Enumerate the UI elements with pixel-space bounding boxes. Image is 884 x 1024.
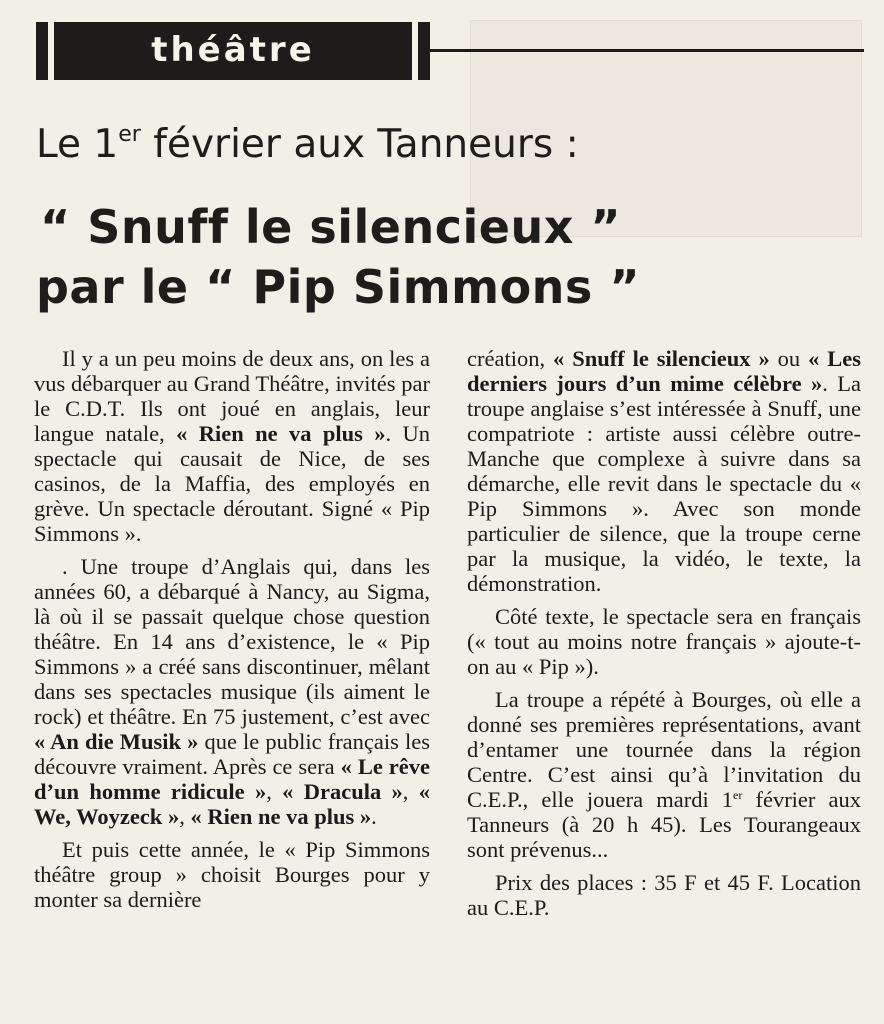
right-paragraph-1: création, « Snuff le silencieux » ou « Les derniers jours d’un mime célèbre ». La troupe anglaise s’est intéressée à Snuff, une compatriote : artiste aussi célèbre outre-Manche que complexe à suivre dans sa démarche, elle revit dans le spectacle du « Pip Simmons ». Avec son monde particulier de silence, que la troupe cerne par la musique, la vidéo, le texte, la démonstration. — [467, 346, 862, 596]
right-paragraph-2: Côté texte, le spectacle sera en français (« tout au moins notre français » ajoute-t-on au « Pip »). — [467, 604, 861, 679]
section-header-band — [36, 22, 430, 80]
left-paragraph-3: Et puis cette année, le « Pip Simmons théâtre group » choisit Bourges pour y monter sa dernière — [34, 837, 430, 912]
kicker-post: février aux Tanneurs : — [140, 122, 579, 167]
left-paragraph-2: . Une troupe d’Anglais qui, dans les années 60, a débarqué à Nancy, au Sigma, là où il se passait quelque chose question théâtre. En 14 ans d’existence, le « Pip Simmons » a créé sans discontinuer, mêlant dans ses spectacles musique (ils aiment le rock) et théâtre. En 75 justement, c’est avec « An die Musik » que le public français les découvre vraiment. Après ce sera « Le rêve d’un homme ridicule », « Dracula », « We, Woyzeck », « Rien ne va plus ». — [34, 554, 430, 829]
article-column-left — [34, 346, 430, 920]
headline-line-1: “ Snuff le silencieux ” — [40, 200, 622, 254]
left-paragraph-1: Il y a un peu moins de deux ans, on les a vus débarquer au Grand Théâtre, invités par le C.D.T. Ils ont joué en anglais, leur langue natale, « Rien ne va plus ». Un spectacle qui causait de Nice, de ses casinos, de la Maffia, des employés en grève. Un spectacle déroutant. Signé « Pip Simmons ». — [34, 346, 431, 546]
kicker-pre: Le 1 — [36, 122, 119, 167]
kicker-sup: er — [118, 122, 141, 147]
section-label: théâtre — [151, 30, 315, 70]
right-paragraph-3: La troupe a répété à Bourges, où elle a donné ses premières représentations, avant d’entamer une tournée dans la région Centre. C’est ainsi qu’à l’invitation du C.E.P., elle jouera mardi 1er février aux Tanneurs (à 20 h 45). Les Tourangeaux sont prévenus... — [467, 687, 861, 862]
article-column-right — [467, 346, 861, 928]
header-rule — [430, 49, 864, 52]
right-paragraph-4: Prix des places : 35 F et 45 F. Location au C.E.P. — [467, 870, 861, 920]
kicker-line — [36, 122, 579, 167]
headline-line-2: par le “ Pip Simmons ” — [36, 260, 641, 314]
